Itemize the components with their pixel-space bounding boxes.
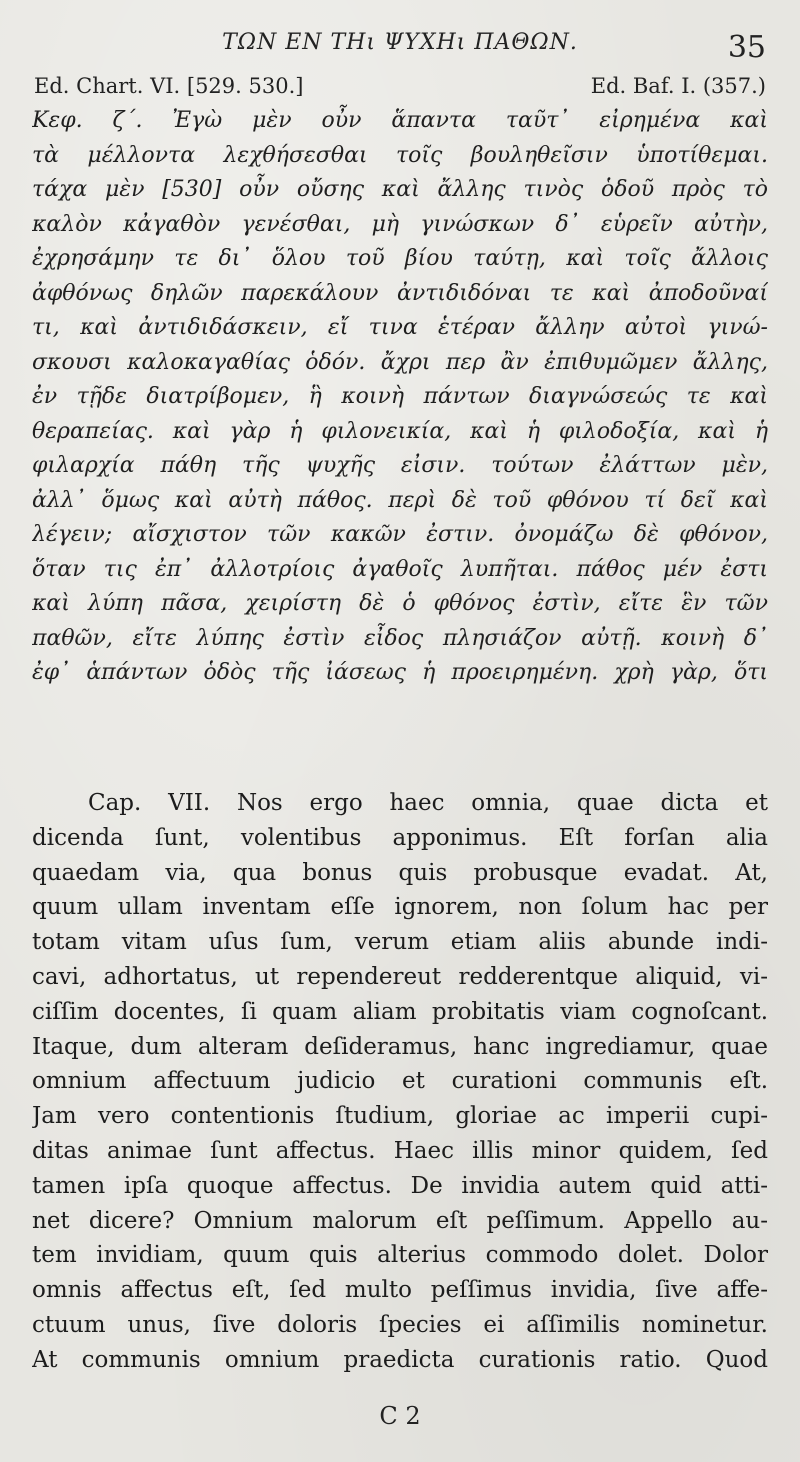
greek-line: λέγειν; αἴσχιστον τῶν κακῶν ἐστιν. ὀνομάζω δὲ φθόνον, — [32, 522, 768, 547]
latin-line: omnis affectus eſt, ſed multo peſſimus invidia, ſive affe- — [32, 1277, 768, 1304]
latin-line: ciſſim docentes, ſi quam aliam probitatis viam cognoſcant. — [32, 998, 768, 1025]
edition-reference-line — [34, 74, 766, 104]
latin-line: totam vitam uſus ſum, verum etiam aliis abunde indi- — [32, 929, 768, 956]
greek-line: τι, καὶ ἀντιδιδάσκειν, εἴ τινα ἑτέραν ἄλλην αὐτοὶ γινώ- — [32, 315, 768, 340]
latin-line: Itaque, dum alteram deſideramus, hanc ingrediamur, quae — [32, 1033, 768, 1060]
greek-line: καὶ λύπη πᾶσα, χειρίστη δὲ ὁ φθόνος ἐστὶν, εἴτε ἓν τῶν — [32, 591, 768, 616]
edition-reference-basel: Ed. Baf. I. (357.) — [590, 74, 766, 98]
greek-line: τάχα μὲν [530] οὖν οὔσης καὶ ἄλλης τινὸς ὁδοῦ πρὸς τὸ — [32, 177, 768, 202]
greek-line: ἐν τῇδε διατρίβομεν, ἣ κοινὴ πάντων διαγνώσεώς τε καὶ — [32, 384, 768, 409]
greek-line: σκουσι καλοκαγαθίας ὁδόν. ἄχρι περ ἂν ἐπιθυμῶμεν ἄλλης, — [32, 349, 768, 375]
edition-reference-chartier: Ed. Chart. VI. [529. 530.] — [34, 74, 304, 98]
greek-line: ἀφθόνως δηλῶν παρεκάλουν ἀντιδιδόναι τε καὶ ἀποδοῦναί — [32, 280, 768, 306]
greek-line: Κεφ. ζ΄. Ἐγὼ μὲν οὖν ἅπαντα ταῦτ᾽ εἰρημένα καὶ — [32, 108, 768, 133]
latin-line: Jam vero contentionis ſtudium, gloriae ac imperii cupi- — [32, 1103, 768, 1130]
greek-line: ἐφ᾽ ἁπάντων ὁδὸς τῆς ἰάσεως ἡ προειρημένη. χρὴ γὰρ, ὅτι — [32, 660, 768, 685]
latin-line: ctuum unus, ſive doloris ſpecies ei aſſimilis nominetur. — [32, 1311, 768, 1338]
latin-line: tamen ipſa quoque affectus. De invidia autem quid atti- — [32, 1172, 768, 1199]
latin-line: At communis omnium praedicta curationis ratio. Quod — [32, 1346, 768, 1373]
running-title: ΤΩΝ ΕΝ ΤΗι ΨΥΧΗι ΠΑΘΩΝ. — [222, 30, 578, 55]
greek-line: καλὸν κἀγαθὸν γενέσθαι, μὴ γινώσκων δ᾽ εὑρεῖν αὐτὴν, — [32, 211, 768, 237]
latin-line: omnium affectuum judicio et curationi communis eſt. — [32, 1068, 768, 1095]
signature-mark: C 2 — [379, 1402, 421, 1430]
greek-line: φιλαρχία πάθη τῆς ψυχῆς εἰσιν. τούτων ἐλάττων μὲν, — [32, 453, 768, 478]
latin-line: dicenda ſunt, volentibus apponimus. Eſt forſan alia — [32, 824, 768, 851]
greek-line: ἐχρησάμην τε δι᾽ ὅλου τοῦ βίου ταύτῃ, καὶ τοῖς ἄλλοις — [32, 246, 768, 271]
latin-line: cavi, adhortatus, ut rependereut redderentque aliquid, vi- — [32, 963, 768, 990]
page-number: 35 — [727, 30, 766, 65]
greek-line: ἀλλ᾽ ὅμως καὶ αὐτὴ πάθος. περὶ δὲ τοῦ φθόνου τί δεῖ καὶ — [32, 487, 768, 513]
latin-line: tem invidiam, quum quis alterius commodo dolet. Dolor — [32, 1242, 768, 1269]
greek-text-block — [32, 104, 768, 691]
latin-line: net dicere? Omnium malorum eſt peſſimum. Appello au- — [32, 1207, 768, 1234]
latin-line: quum ullam inventam eſſe ignorem, non ſolum hac per — [32, 894, 768, 921]
greek-line: θεραπείας. καὶ γὰρ ἡ φιλονεικία, καὶ ἡ φιλοδοξία, καὶ ἡ — [32, 418, 768, 444]
latin-line: ditas animae ſunt affectus. Haec illis minor quidem, ſed — [32, 1137, 768, 1164]
latin-text-block — [32, 786, 768, 1378]
greek-line: παθῶν, εἴτε λύπης ἐστὶν εἶδος πλησιάζον αὐτῇ. κοινὴ δ᾽ — [32, 625, 768, 651]
latin-line: Cap. VII. Nos ergo haec omnia, quae dicta et — [88, 790, 768, 816]
latin-line: quaedam via, qua bonus quis probusque evadat. At, — [32, 859, 768, 886]
greek-line: ὅταν τις ἐπ᾽ ἀλλοτρίοις ἀγαθοῖς λυπῆται. πάθος μέν ἐστι — [32, 556, 768, 582]
greek-line: τὰ μέλλοντα λεχθήσεσθαι τοῖς βουληθεῖσιν ὑποτίθεμαι. — [32, 142, 768, 168]
